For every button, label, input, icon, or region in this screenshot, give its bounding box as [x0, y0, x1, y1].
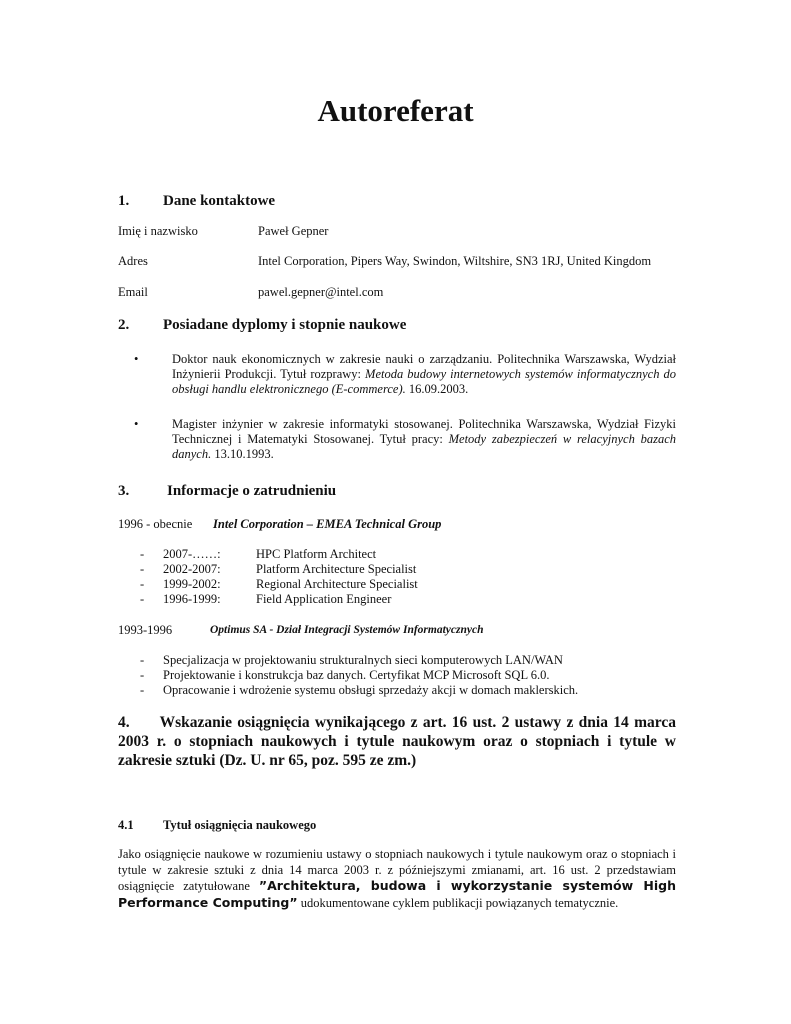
contact-label: Adres — [118, 254, 148, 268]
section-title: Wskazanie osiągnięcia wynikającego z art. 16 ust. 2 ustawy z dnia 14 marca 2003 r. o stopniach naukowych i tytule naukowym oraz o stopniach i tytule w zakresie sztuki (Dz. U. nr 65, poz. 595 ze zm.) — [118, 714, 676, 769]
diploma-date: 16.09.2003. — [405, 382, 469, 396]
thesis-title: Metody zabezpieczeń w relacyjnych bazach danych. — [172, 432, 676, 461]
role-period: 2002-2007: — [163, 562, 221, 576]
achievement-title: ”Architektura, budowa i wykorzystanie systemów High Performance Computing” — [118, 878, 676, 910]
dash: - — [140, 547, 145, 561]
role-period: 2007-……: — [163, 547, 221, 561]
subsection-number: 4.1 — [118, 818, 134, 832]
role-title: HPC Platform Architect — [256, 547, 377, 561]
job-period: 1996 - obecnie — [118, 517, 193, 531]
diploma-date: 13.10.1993. — [211, 447, 274, 461]
job-organization: Optimus SA - Dział Integracji Systemów Informatycznych — [210, 624, 484, 636]
role-period: 1996-1999: — [163, 592, 221, 606]
job-header — [118, 517, 442, 532]
bullet: • — [134, 417, 139, 431]
section-number: 2. — [118, 317, 130, 333]
role-period: 1999-2002: — [163, 577, 221, 591]
bullet: • — [134, 352, 139, 366]
dissertation-title: Metoda budowy internetowych systemów informatycznych do obsługi handlu elektronicznego (E-commerce). — [172, 367, 676, 396]
page-title: Autoreferat — [317, 93, 474, 128]
role-title: Platform Architecture Specialist — [256, 562, 417, 576]
dash: - — [140, 577, 145, 591]
section-number: 1. — [118, 193, 130, 209]
dash: - — [140, 668, 145, 682]
contact-value: Paweł Gepner — [258, 224, 329, 238]
section-4-heading — [118, 713, 676, 770]
dash: - — [140, 592, 145, 606]
section-title: Dane kontaktowe — [163, 193, 276, 209]
task-text: Projektowanie i konstrukcja baz danych. Certyfikat MCP Microsoft SQL 6.0. — [163, 668, 550, 682]
contact-value: Intel Corporation, Pipers Way, Swindon, Wiltshire, SN3 1RJ, United Kingdom — [258, 254, 652, 268]
achievement-paragraph — [118, 847, 676, 911]
contact-label: Email — [118, 285, 148, 299]
task-text: Opracowanie i wdrożenie systemu obsługi sprzedaży akcji w domach maklerskich. — [163, 683, 579, 697]
subsection-title: Tytuł osiągnięcia naukowego — [163, 818, 317, 832]
dash: - — [140, 653, 145, 667]
role-title: Regional Architecture Specialist — [256, 577, 418, 591]
section-number: 4. — [118, 714, 130, 731]
paragraph-text: Jako osiągnięcie naukowe w rozumieniu ustawy o stopniach naukowych i tytule naukowym oraz o stopniach i tytule w zakresie sztuki z dnia 14 marca 2003 r. z późniejszymi zmianami, art. 16 ust. 2 przedstawiam osiągnięcie zatytułowane — [118, 847, 676, 893]
subsection-4-1-heading — [118, 818, 317, 833]
section-title: Posiadane dyplomy i stopnie naukowe — [163, 317, 407, 333]
section-title: Informacje o zatrudnieniu — [167, 483, 337, 499]
diploma-text — [172, 417, 676, 462]
paragraph-text: udokumentowane cyklem publikacji powiązanych tematycznie. — [297, 895, 619, 910]
dash: - — [140, 562, 145, 576]
section-number: 3. — [118, 483, 130, 499]
diploma-description: Doktor nauk ekonomicznych w zakresie nauki o zarządzaniu. Politechnika Warszawska, Wydział Inżynierii Produkcji. Tytuł rozprawy: — [172, 352, 676, 381]
job-header — [118, 623, 484, 638]
role-title: Field Application Engineer — [256, 592, 392, 606]
diploma-description: Magister inżynier w zakresie informatyki stosowanej. Politechnika Warszawska, Wydział Fizyki Technicznej i Matematyki Stosowanej. Tytuł pracy: — [172, 417, 676, 446]
job-organization: Intel Corporation – EMEA Technical Group — [213, 517, 442, 531]
job-period: 1993-1996 — [118, 623, 173, 637]
contact-value: pawel.gepner@intel.com — [258, 285, 384, 299]
contact-label: Imię i nazwisko — [118, 224, 198, 238]
task-text: Specjalizacja w projektowaniu strukturalnych sieci komputerowych LAN/WAN — [163, 653, 563, 667]
dash: - — [140, 683, 145, 697]
diploma-text — [172, 352, 676, 397]
